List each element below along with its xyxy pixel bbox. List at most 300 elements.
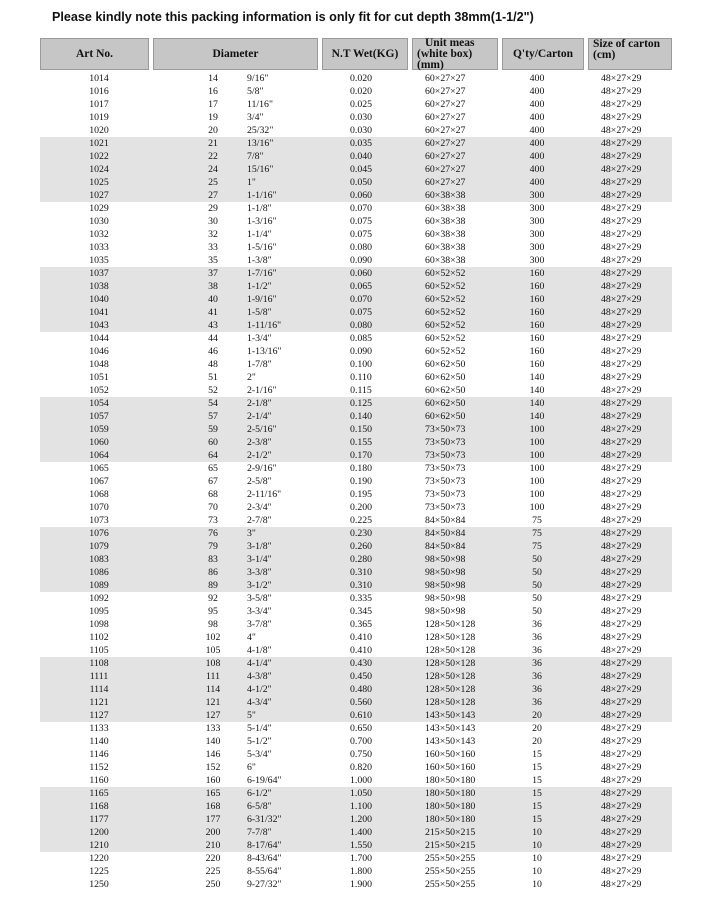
cell-box: 60×52×52	[425, 333, 466, 344]
cell-box: 60×52×52	[425, 281, 466, 292]
table-row	[40, 553, 672, 566]
cell-mm: 40	[208, 294, 218, 305]
table-row	[40, 215, 672, 228]
cell-art: 1168	[89, 801, 109, 812]
cell-wt: 0.365	[349, 619, 373, 630]
table-row	[40, 319, 672, 332]
cell-inch: 6-1/2"	[247, 788, 272, 799]
cell-box: 60×52×52	[425, 346, 466, 357]
cell-qty: 36	[532, 697, 542, 708]
cell-box: 180×50×180	[425, 775, 476, 786]
row-group	[40, 722, 672, 787]
cell-qty: 400	[529, 99, 545, 110]
cell-qty: 400	[529, 177, 545, 188]
cell-wt: 1.000	[349, 775, 373, 786]
cell-art: 1079	[89, 541, 109, 552]
cell-inch: 13/16"	[247, 138, 274, 149]
row-group	[40, 397, 672, 462]
cell-box: 98×50×98	[425, 580, 466, 591]
cell-wt: 0.170	[349, 450, 373, 461]
row-group	[40, 787, 672, 852]
cell-box: 60×62×50	[425, 385, 466, 396]
cell-box: 128×50×128	[425, 697, 476, 708]
cell-ctn: 48×27×29	[601, 229, 642, 240]
cell-ctn: 48×27×29	[601, 138, 642, 149]
cell-mm: 14	[208, 73, 218, 84]
cell-qty: 15	[532, 801, 542, 812]
cell-wt: 0.200	[349, 502, 373, 513]
cell-ctn: 48×27×29	[601, 645, 642, 656]
cell-inch: 1-1/8"	[247, 203, 272, 214]
cell-mm: 92	[208, 593, 218, 604]
cell-mm: 57	[208, 411, 218, 422]
cell-mm: 38	[208, 281, 218, 292]
cell-inch: 1-1/2"	[247, 281, 272, 292]
cell-mm: 225	[205, 866, 221, 877]
cell-inch: 4"	[247, 632, 256, 643]
cell-box: 60×38×38	[425, 203, 466, 214]
cell-qty: 15	[532, 775, 542, 786]
cell-ctn: 48×27×29	[601, 346, 642, 357]
cell-qty: 36	[532, 671, 542, 682]
cell-inch: 5-1/4"	[247, 723, 272, 734]
cell-qty: 100	[529, 476, 545, 487]
cell-qty: 300	[529, 229, 545, 240]
table-row	[40, 878, 672, 891]
table-row	[40, 85, 672, 98]
cell-inch: 2-5/16"	[247, 424, 277, 435]
cell-ctn: 48×27×29	[601, 567, 642, 578]
header-unit-meas-line2: (white box)	[417, 47, 473, 60]
header-size-carton	[588, 38, 672, 70]
cell-inch: 1-5/8"	[247, 307, 272, 318]
cell-qty: 160	[529, 294, 545, 305]
cell-wt: 0.195	[349, 489, 373, 500]
cell-qty: 400	[529, 125, 545, 136]
cell-qty: 36	[532, 619, 542, 630]
cell-wt: 0.090	[349, 255, 373, 266]
cell-wt: 0.115	[350, 385, 372, 396]
cell-qty: 100	[529, 450, 545, 461]
header-unit-meas	[412, 38, 498, 70]
table-row	[40, 293, 672, 306]
cell-qty: 20	[532, 710, 542, 721]
cell-wt: 0.560	[349, 697, 373, 708]
cell-box: 60×27×27	[425, 112, 466, 123]
row-group	[40, 462, 672, 527]
cell-box: 180×50×180	[425, 814, 476, 825]
cell-qty: 50	[532, 554, 542, 565]
cell-qty: 10	[532, 866, 542, 877]
header-nt-wet	[322, 38, 408, 70]
cell-wt: 0.035	[349, 138, 373, 149]
cell-wt: 0.230	[349, 528, 373, 539]
cell-art: 1016	[89, 86, 109, 97]
cell-box: 84×50×84	[425, 541, 466, 552]
cell-wt: 0.070	[349, 294, 373, 305]
cell-mm: 79	[208, 541, 218, 552]
cell-inch: 1"	[247, 177, 256, 188]
cell-art: 1035	[89, 255, 109, 266]
cell-wt: 0.410	[349, 632, 373, 643]
cell-wt: 0.700	[349, 736, 373, 747]
cell-inch: 25/32"	[247, 125, 274, 136]
cell-box: 255×50×255	[425, 879, 476, 890]
cell-art: 1200	[89, 827, 109, 838]
packing-table-body	[40, 72, 672, 891]
cell-ctn: 48×27×29	[601, 788, 642, 799]
cell-ctn: 48×27×29	[601, 112, 642, 123]
cell-inch: 6-31/32"	[247, 814, 282, 825]
cell-ctn: 48×27×29	[601, 723, 642, 734]
cell-ctn: 48×27×29	[601, 320, 642, 331]
cell-inch: 4-3/4"	[247, 697, 272, 708]
cell-art: 1220	[89, 853, 109, 864]
cell-qty: 50	[532, 606, 542, 617]
cell-inch: 2-1/4"	[247, 411, 272, 422]
cell-qty: 400	[529, 151, 545, 162]
cell-art: 1054	[89, 398, 109, 409]
cell-box: 73×50×73	[425, 424, 466, 435]
cell-ctn: 48×27×29	[601, 866, 642, 877]
cell-inch: 1-5/16"	[247, 242, 277, 253]
cell-mm: 16	[208, 86, 218, 97]
cell-qty: 140	[529, 398, 545, 409]
cell-art: 1065	[89, 463, 109, 474]
cell-ctn: 48×27×29	[601, 242, 642, 253]
cell-wt: 0.080	[349, 242, 373, 253]
cell-qty: 300	[529, 242, 545, 253]
cell-art: 1067	[89, 476, 109, 487]
cell-ctn: 48×27×29	[601, 749, 642, 760]
table-row	[40, 137, 672, 150]
header-unit-meas-line1: Unit meas	[425, 36, 475, 49]
cell-qty: 36	[532, 645, 542, 656]
cell-box: 60×38×38	[425, 242, 466, 253]
cell-mm: 89	[208, 580, 218, 591]
cell-qty: 15	[532, 762, 542, 773]
cell-inch: 1-1/16"	[247, 190, 277, 201]
cell-box: 60×38×38	[425, 229, 466, 240]
cell-art: 1060	[89, 437, 109, 448]
cell-inch: 3-1/8"	[247, 541, 272, 552]
cell-inch: 11/16"	[247, 99, 273, 110]
cell-wt: 0.020	[349, 86, 373, 97]
cell-ctn: 48×27×29	[601, 671, 642, 682]
row-group	[40, 592, 672, 657]
cell-box: 255×50×255	[425, 866, 476, 877]
table-row	[40, 709, 672, 722]
cell-art: 1030	[89, 216, 109, 227]
cell-ctn: 48×27×29	[601, 281, 642, 292]
cell-ctn: 48×27×29	[601, 762, 642, 773]
cell-ctn: 48×27×29	[601, 307, 642, 318]
cell-mm: 27	[208, 190, 218, 201]
cell-ctn: 48×27×29	[601, 853, 642, 864]
cell-box: 73×50×73	[425, 437, 466, 448]
cell-qty: 10	[532, 827, 542, 838]
table-row	[40, 332, 672, 345]
cell-qty: 15	[532, 749, 542, 760]
cell-inch: 4-3/8"	[247, 671, 272, 682]
table-row	[40, 228, 672, 241]
cell-inch: 5-1/2"	[247, 736, 272, 747]
cell-ctn: 48×27×29	[601, 164, 642, 175]
cell-inch: 1-13/16"	[247, 346, 282, 357]
table-row	[40, 722, 672, 735]
cell-art: 1092	[89, 593, 109, 604]
cell-wt: 0.260	[349, 541, 373, 552]
cell-box: 60×27×27	[425, 138, 466, 149]
cell-qty: 36	[532, 684, 542, 695]
table-row	[40, 98, 672, 111]
cell-box: 180×50×180	[425, 801, 476, 812]
cell-ctn: 48×27×29	[601, 450, 642, 461]
cell-mm: 25	[208, 177, 218, 188]
cell-wt: 1.050	[349, 788, 373, 799]
table-row	[40, 566, 672, 579]
cell-qty: 75	[532, 515, 542, 526]
cell-mm: 70	[208, 502, 218, 513]
cell-inch: 1-1/4"	[247, 229, 272, 240]
cell-box: 98×50×98	[425, 567, 466, 578]
cell-box: 60×27×27	[425, 125, 466, 136]
cell-mm: 43	[208, 320, 218, 331]
table-row	[40, 774, 672, 787]
cell-wt: 1.800	[349, 866, 373, 877]
cell-wt: 0.090	[349, 346, 373, 357]
cell-wt: 0.040	[349, 151, 373, 162]
cell-ctn: 48×27×29	[601, 268, 642, 279]
cell-ctn: 48×27×29	[601, 658, 642, 669]
cell-ctn: 48×27×29	[601, 255, 642, 266]
cell-mm: 54	[208, 398, 218, 409]
cell-inch: 15/16"	[247, 164, 274, 175]
cell-qty: 160	[529, 333, 545, 344]
cell-mm: 60	[208, 437, 218, 448]
table-row	[40, 527, 672, 540]
table-row	[40, 644, 672, 657]
cell-wt: 0.310	[349, 580, 373, 591]
cell-box: 128×50×128	[425, 684, 476, 695]
cell-mm: 105	[205, 645, 221, 656]
cell-ctn: 48×27×29	[601, 814, 642, 825]
cell-wt: 1.400	[349, 827, 373, 838]
cell-qty: 300	[529, 255, 545, 266]
cell-mm: 114	[205, 684, 221, 695]
cell-art: 1019	[89, 112, 109, 123]
cell-wt: 0.085	[349, 333, 373, 344]
cell-qty: 100	[529, 489, 545, 500]
cell-box: 255×50×255	[425, 853, 476, 864]
cell-art: 1152	[89, 762, 109, 773]
cell-box: 60×62×50	[425, 372, 466, 383]
cell-wt: 0.650	[349, 723, 373, 734]
cell-ctn: 48×27×29	[601, 580, 642, 591]
cell-wt: 0.225	[349, 515, 373, 526]
cell-box: 98×50×98	[425, 554, 466, 565]
cell-mm: 177	[205, 814, 221, 825]
cell-qty: 75	[532, 541, 542, 552]
cell-box: 98×50×98	[425, 593, 466, 604]
table-row	[40, 358, 672, 371]
cell-art: 1114	[89, 684, 109, 695]
cell-mm: 32	[208, 229, 218, 240]
cell-box: 60×62×50	[425, 411, 466, 422]
cell-wt: 0.410	[349, 645, 373, 656]
cell-box: 60×27×27	[425, 99, 466, 110]
cell-wt: 0.450	[349, 671, 373, 682]
cell-box: 60×52×52	[425, 268, 466, 279]
table-row	[40, 280, 672, 293]
cell-qty: 20	[532, 723, 542, 734]
cell-art: 1108	[89, 658, 109, 669]
cell-ctn: 48×27×29	[601, 606, 642, 617]
cell-box: 73×50×73	[425, 489, 466, 500]
cell-mm: 48	[208, 359, 218, 370]
table-row	[40, 462, 672, 475]
cell-inch: 2-3/8"	[247, 437, 272, 448]
cell-ctn: 48×27×29	[601, 294, 642, 305]
cell-mm: 41	[208, 307, 218, 318]
cell-art: 1160	[89, 775, 109, 786]
cell-mm: 98	[208, 619, 218, 630]
cell-box: 128×50×128	[425, 671, 476, 682]
cell-wt: 0.155	[349, 437, 373, 448]
cell-mm: 121	[205, 697, 221, 708]
cell-mm: 168	[205, 801, 221, 812]
table-row	[40, 865, 672, 878]
cell-inch: 8-55/64"	[247, 866, 282, 877]
cell-mm: 73	[208, 515, 218, 526]
cell-qty: 160	[529, 307, 545, 318]
cell-wt: 1.200	[349, 814, 373, 825]
cell-box: 128×50×128	[425, 645, 476, 656]
cell-mm: 44	[208, 333, 218, 344]
cell-art: 1165	[89, 788, 109, 799]
cell-wt: 1.900	[349, 879, 373, 890]
cell-wt: 0.075	[349, 229, 373, 240]
cell-ctn: 48×27×29	[601, 359, 642, 370]
cell-mm: 24	[208, 164, 218, 175]
cell-ctn: 48×27×29	[601, 476, 642, 487]
cell-mm: 21	[208, 138, 218, 149]
cell-qty: 100	[529, 502, 545, 513]
cell-ctn: 48×27×29	[601, 801, 642, 812]
cell-art: 1027	[89, 190, 109, 201]
cell-art: 1021	[89, 138, 109, 149]
table-row	[40, 657, 672, 670]
cell-inch: 4-1/2"	[247, 684, 272, 695]
cell-box: 73×50×73	[425, 450, 466, 461]
cell-mm: 250	[205, 879, 221, 890]
cell-art: 1037	[89, 268, 109, 279]
cell-mm: 67	[208, 476, 218, 487]
cell-art: 1127	[89, 710, 109, 721]
cell-wt: 1.550	[349, 840, 373, 851]
cell-mm: 210	[205, 840, 221, 851]
table-row	[40, 488, 672, 501]
cell-wt: 0.075	[349, 216, 373, 227]
cell-box: 60×27×27	[425, 177, 466, 188]
cell-art: 1024	[89, 164, 109, 175]
cell-box: 84×50×84	[425, 528, 466, 539]
cell-ctn: 48×27×29	[601, 736, 642, 747]
cell-qty: 50	[532, 567, 542, 578]
cell-art: 1105	[89, 645, 109, 656]
cell-art: 1052	[89, 385, 109, 396]
cell-inch: 7-7/8"	[247, 827, 272, 838]
cell-wt: 0.050	[349, 177, 373, 188]
table-row	[40, 436, 672, 449]
cell-inch: 3-1/2"	[247, 580, 272, 591]
cell-box: 60×27×27	[425, 86, 466, 97]
cell-art: 1068	[89, 489, 109, 500]
page-title: Please kindly note this packing information is only fit for cut depth 38mm(1-1/2")	[52, 10, 534, 24]
cell-art: 1102	[89, 632, 109, 643]
cell-inch: 2-11/16"	[247, 489, 282, 500]
cell-wt: 0.180	[349, 463, 373, 474]
cell-box: 60×52×52	[425, 320, 466, 331]
cell-qty: 10	[532, 879, 542, 890]
cell-qty: 10	[532, 853, 542, 864]
cell-art: 1040	[89, 294, 109, 305]
cell-box: 60×62×50	[425, 359, 466, 370]
cell-mm: 46	[208, 346, 218, 357]
cell-art: 1048	[89, 359, 109, 370]
cell-inch: 3"	[247, 528, 256, 539]
cell-wt: 0.125	[349, 398, 373, 409]
cell-mm: 65	[208, 463, 218, 474]
cell-inch: 3-3/8"	[247, 567, 272, 578]
cell-art: 1022	[89, 151, 109, 162]
table-row	[40, 423, 672, 436]
cell-mm: 133	[205, 723, 221, 734]
cell-ctn: 48×27×29	[601, 216, 642, 227]
cell-mm: 86	[208, 567, 218, 578]
cell-ctn: 48×27×29	[601, 190, 642, 201]
cell-inch: 1-7/8"	[247, 359, 272, 370]
table-row	[40, 696, 672, 709]
cell-box: 60×52×52	[425, 294, 466, 305]
table-row	[40, 683, 672, 696]
row-group	[40, 852, 672, 891]
cell-box: 60×38×38	[425, 255, 466, 266]
cell-art: 1043	[89, 320, 109, 331]
cell-wt: 0.150	[349, 424, 373, 435]
cell-art: 1033	[89, 242, 109, 253]
cell-box: 215×50×215	[425, 840, 476, 851]
cell-wt: 0.480	[349, 684, 373, 695]
cell-qty: 160	[529, 268, 545, 279]
cell-art: 1210	[89, 840, 109, 851]
cell-mm: 59	[208, 424, 218, 435]
cell-art: 1098	[89, 619, 109, 630]
cell-qty: 400	[529, 73, 545, 84]
table-row	[40, 579, 672, 592]
cell-inch: 3-5/8"	[247, 593, 272, 604]
row-group	[40, 137, 672, 202]
cell-qty: 300	[529, 216, 545, 227]
cell-wt: 0.110	[350, 372, 372, 383]
cell-mm: 111	[206, 671, 220, 682]
cell-wt: 1.100	[349, 801, 373, 812]
header-nt-wet-label: N.T Wet(KG)	[331, 47, 399, 60]
cell-inch: 6"	[247, 762, 256, 773]
cell-mm: 19	[208, 112, 218, 123]
cell-mm: 127	[205, 710, 221, 721]
cell-art: 1064	[89, 450, 109, 461]
